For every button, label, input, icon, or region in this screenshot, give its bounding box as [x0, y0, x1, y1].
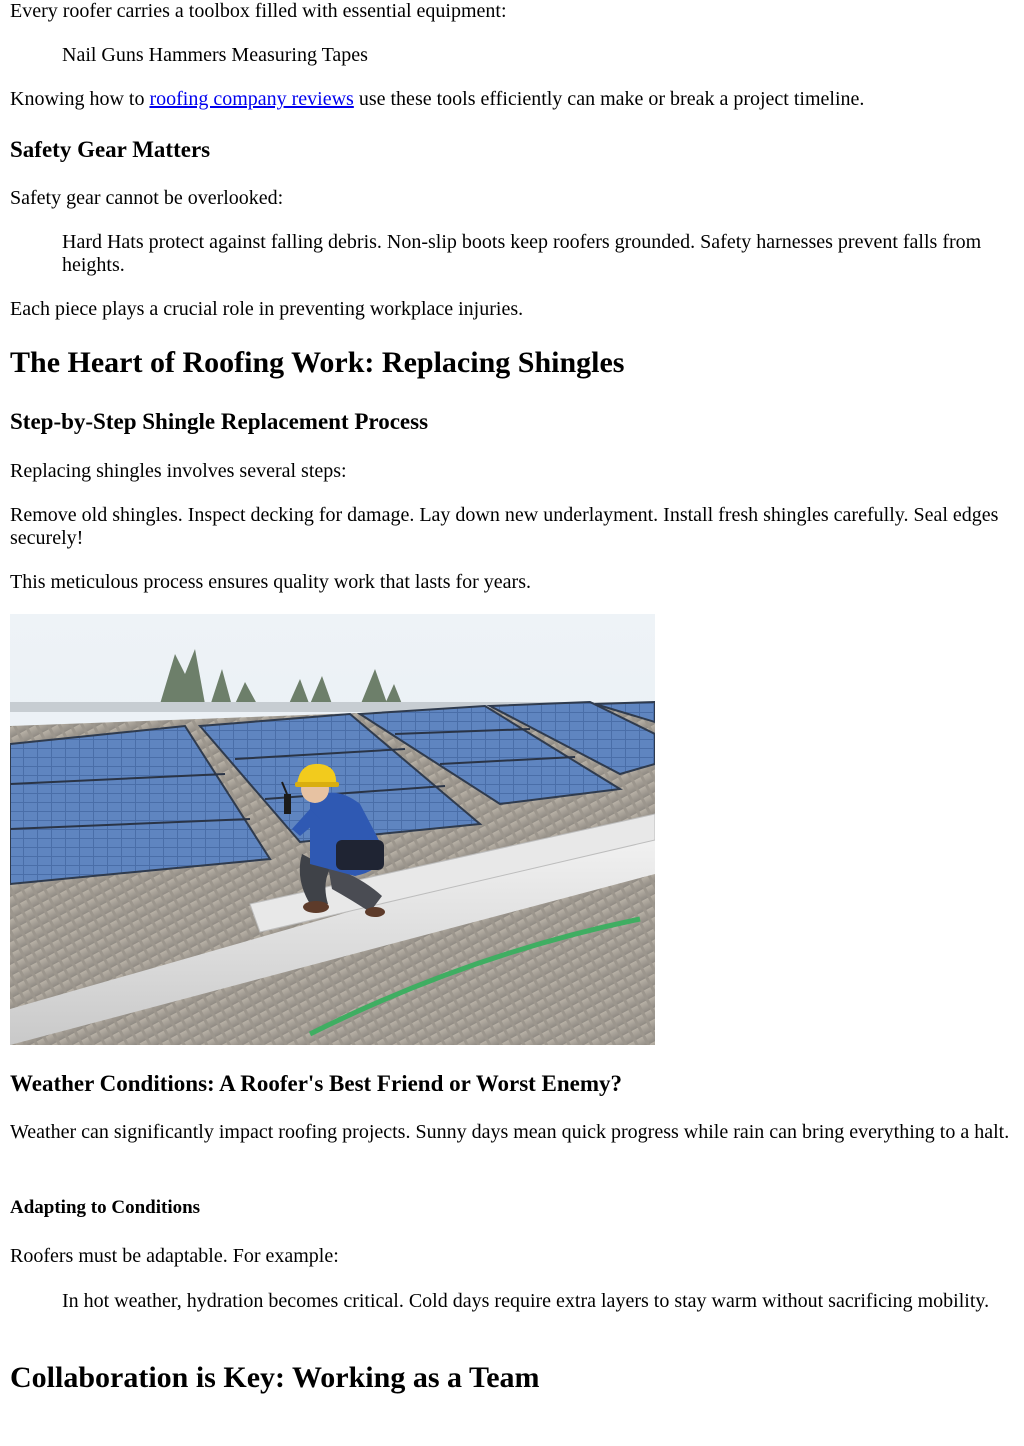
adapting-conditions-heading: Adapting to Conditions	[10, 1197, 201, 1218]
tools-usage-paragraph	[10, 88, 1015, 111]
roofing-company-reviews-link[interactable]: roofing company reviews	[149, 88, 354, 110]
replacing-shingles-heading: The Heart of Roofing Work: Replacing Shingles	[10, 346, 625, 379]
injuries-paragraph: Each piece plays a crucial role in preventing workplace injuries.	[10, 298, 524, 320]
tools-list: Nail Guns Hammers Measuring Tapes	[62, 44, 368, 66]
steps-intro-paragraph: Replacing shingles involves several steps:	[10, 460, 347, 482]
safety-gear-list: Hard Hats protect against falling debris. Non-slip boots keep roofers grounded. Safety harnesses prevent falls from heights.	[62, 231, 982, 276]
intro-paragraph: Every roofer carries a toolbox filled with essential equipment:	[10, 0, 507, 22]
safety-gear-heading: Safety Gear Matters	[10, 137, 211, 162]
shingle-process-heading: Step-by-Step Shingle Replacement Process	[10, 409, 429, 434]
tools-usage-text-after: use these tools efficiently can make or break a project timeline.	[353, 88, 865, 110]
adapt-list: In hot weather, hydration becomes critical. Cold days require extra layers to stay warm without sacrificing mobility.	[62, 1290, 990, 1312]
weather-paragraph: Weather can significantly impact roofing projects. Sunny days mean quick progress while rain can bring everything to a halt.	[10, 1121, 1010, 1143]
tools-usage-text-before: Knowing how to	[10, 88, 150, 110]
adaptable-intro-paragraph: Roofers must be adaptable. For example:	[10, 1245, 339, 1267]
collaboration-heading: Collaboration is Key: Working as a Team	[10, 1361, 540, 1394]
safety-intro-paragraph: Safety gear cannot be overlooked:	[10, 187, 284, 209]
weather-conditions-heading: Weather Conditions: A Roofer's Best Friend or Worst Enemy?	[10, 1071, 623, 1096]
roofer-solar-panels-photo	[10, 614, 655, 1045]
steps-list: Remove old shingles. Inspect decking for damage. Lay down new underlayment. Install fresh shingles carefully. Seal edges securely!	[10, 504, 999, 549]
quality-paragraph: This meticulous process ensures quality work that lasts for years.	[10, 571, 531, 593]
